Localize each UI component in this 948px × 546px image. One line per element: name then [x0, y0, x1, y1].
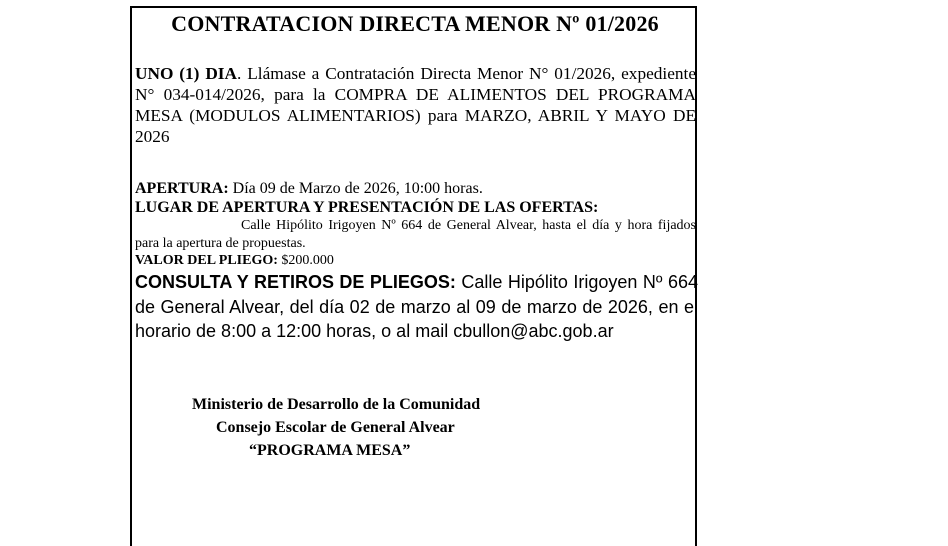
- signature-program: “PROGRAMA MESA”: [249, 441, 411, 459]
- notice-title: CONTRATACION DIRECTA MENOR Nº 01/2026: [171, 11, 659, 36]
- signature-ministry: Ministerio de Desarrollo de la Comunidad: [192, 395, 481, 413]
- signature-block: [135, 393, 695, 462]
- apertura-line: [135, 179, 695, 198]
- valor-line: [135, 253, 695, 269]
- consulta-value: Calle Hipólito Irigoyen Nº 664 de General Alvear, del día 02 de marzo al 09 de marzo de 2026, en el horario de 8:00 a 12:00 horas, o al mail cbullon@abc.gob.ar: [135, 272, 698, 341]
- valor-label: VALOR DEL PLIEGO:: [135, 253, 278, 268]
- consulta-label: CONSULTA Y RETIROS DE PLIEGOS:: [135, 272, 456, 292]
- apertura-label: APERTURA:: [135, 180, 229, 197]
- lugar-heading: LUGAR DE APERTURA Y PRESENTACIÓN DE LAS OFERTAS:: [135, 199, 599, 216]
- lugar-text: Calle Hipólito Irigoyen Nº 664 de General Alvear, hasta el día y hora fijados para la apertura de propuestas.: [135, 218, 696, 251]
- notice-intro: [135, 63, 696, 168]
- apertura-value: Día 09 de Marzo de 2026, 10:00 horas.: [228, 180, 483, 197]
- valor-value: $200.000: [277, 253, 334, 268]
- intro-lead: UNO (1) DIA: [135, 64, 238, 83]
- intro-text: . Llámase a Contratación Directa Menor N° 01/2026, expediente N° 034-014/2026, para la COMPRA DE ALIMENTOS DEL PROGRAMA MESA (MODULOS ALIMENTARIOS) para MARZO, ABRIL Y MAYO DE 2026: [135, 64, 696, 146]
- signature-council: Consejo Escolar de General Alvear: [216, 418, 455, 436]
- lugar-body: [135, 217, 696, 253]
- consulta-paragraph: [135, 270, 698, 344]
- public-notice: [130, 6, 697, 546]
